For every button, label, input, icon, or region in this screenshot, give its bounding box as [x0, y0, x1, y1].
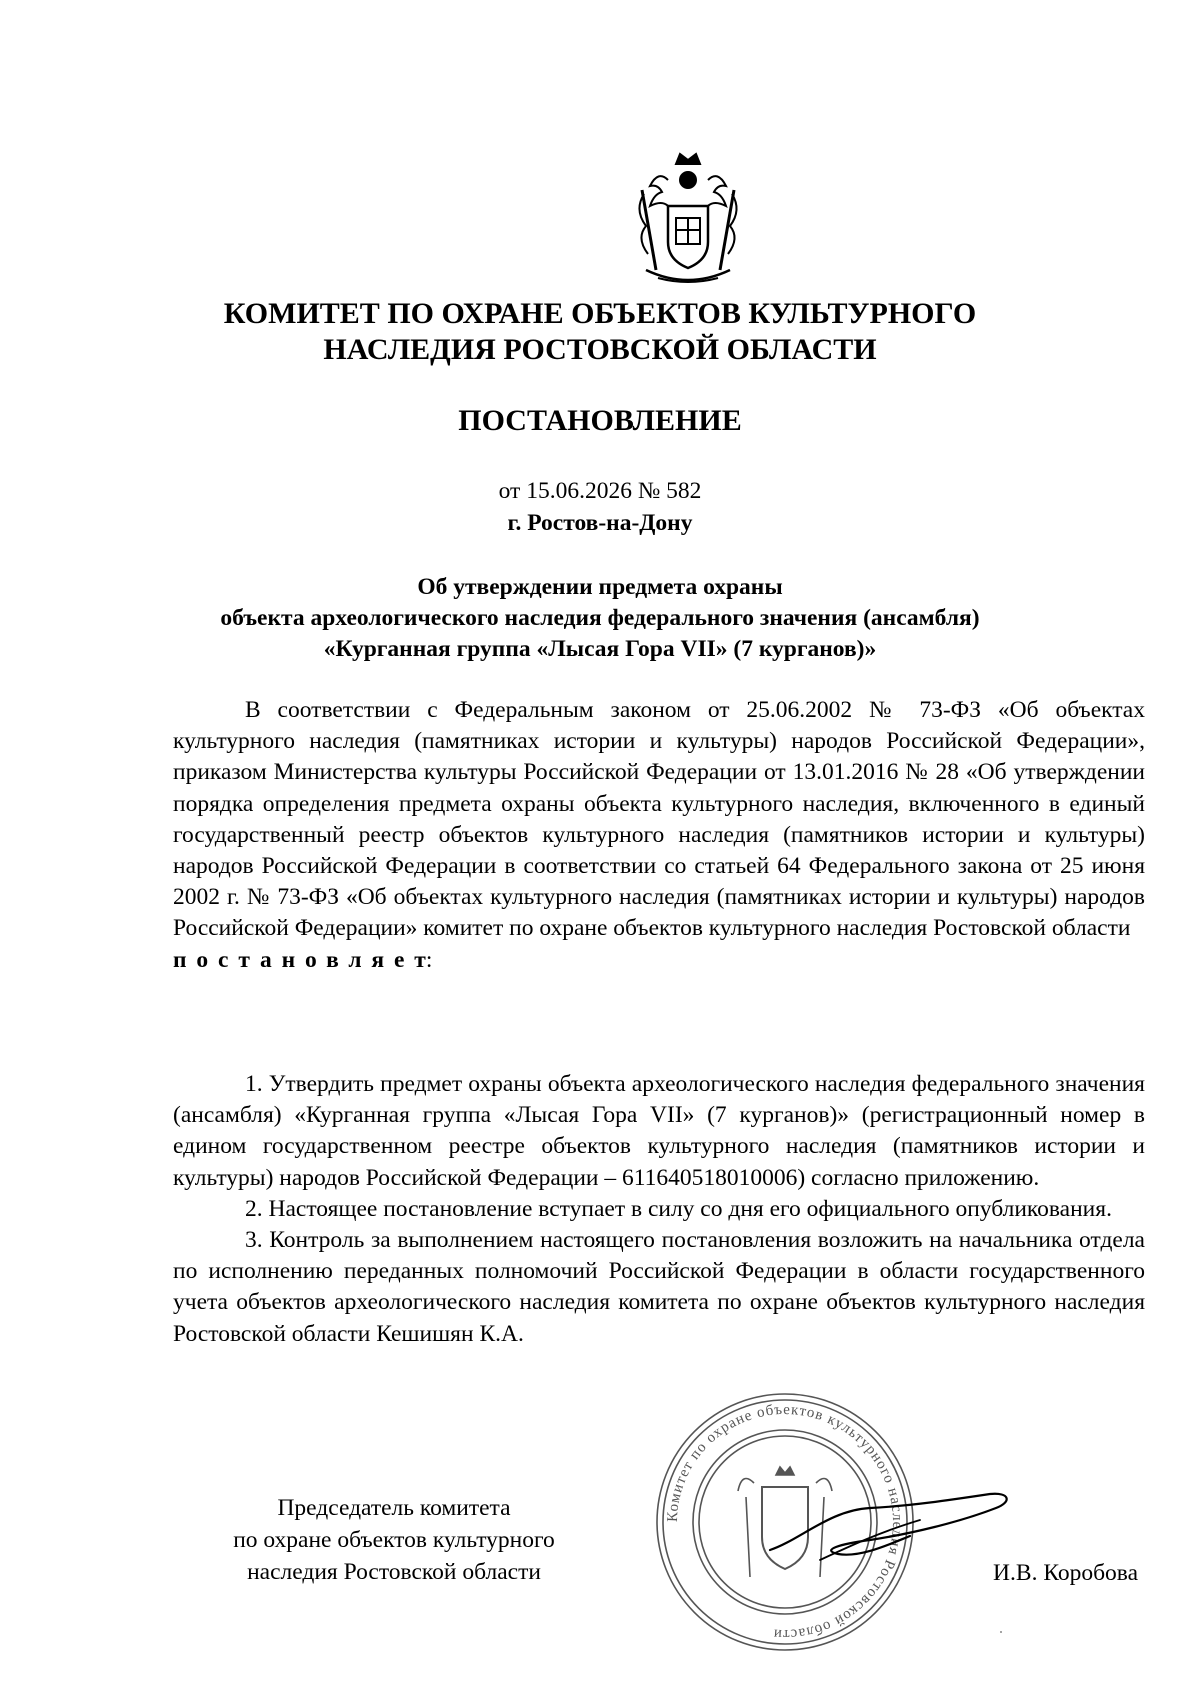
subject-line-1: Об утверждении предмета охраны — [417, 574, 783, 600]
point-2: 2. Настоящее постановление вступает в силу со дня его официального опубликования. — [245, 1195, 1112, 1222]
subject-line-2: объекта археологического наследия федерального значения (ансамбля) — [220, 605, 980, 631]
preamble-body: В соответствии с Федеральным законом от 25.06.2002 № 73-ФЗ «Об объектах культурного наследия (памятниках истории и культуры) народов Российской Федерации», приказом Министерства культуры Российской Федерации от 13.01.2016 № 28 «Об утверждении порядка определения предмета охраны объекта культурного наследия, включенного в единый государственный реестр объектов культурного наследия (памятников истории и культуры) народов Российской Федерации в соответствии со статьей 64 Федерального закона от 25 июня 2002 г. № 73-ФЗ «Об объектах культурного наследия (памятниках истории и культуры) народов Российской Федерации» комитет по охране объектов культурного наследия Ростовской области — [173, 697, 1145, 942]
signatory-name: И.В. Коробова — [993, 1560, 1138, 1586]
city: г. Ростов-на-Дону — [507, 510, 693, 536]
scan-speck — [1000, 1631, 1002, 1633]
resolution-points — [173, 1069, 1145, 1350]
handwritten-signature — [760, 1480, 1020, 1580]
resolves-word-end: т — [414, 946, 426, 973]
preamble-text — [173, 695, 1145, 976]
signatory-title — [180, 1492, 608, 1588]
preamble-paragraph — [173, 695, 1145, 976]
document-subject — [0, 572, 1200, 665]
signatory-title-line-1: Председатель комитета — [277, 1495, 511, 1521]
seal-text: Комитет по охране объектов культурного наследия Ростовской области — [664, 1401, 906, 1643]
signatory-title-line-3: наследия Ростовской области — [247, 1559, 541, 1585]
date-number: от 15.06.2026 № 582 — [498, 478, 702, 504]
coat-of-arms-emblem — [628, 150, 748, 290]
resolves-colon: : — [425, 946, 433, 973]
resolves-word: постановляе — [173, 946, 415, 973]
point-3: 3. Контроль за выполнением настоящего постановления возложить на начальника отдела по исполнению переданных полномочий Российской Федерации в области государственного учета объектов археологического наследия комитета по охране объектов культурного наследия Ростовской области Кешишян К.А. — [173, 1227, 1145, 1347]
organization-name — [0, 296, 1200, 368]
org-line-2: НАСЛЕДИЯ РОСТОВСКОЙ ОБЛАСТИ — [323, 333, 877, 366]
document-meta — [0, 475, 1200, 539]
subject-line-3: «Курганная группа «Лысая Гора VII» (7 курганов)» — [323, 636, 877, 662]
point-1: 1. Утвердить предмет охраны объекта археологического наследия федерального значения (ансамбля) «Курганная группа «Лысая Гора VII» (7 курганов)» (регистрационный номер в едином государственном реестре объектов культурного наследия (памятников истории и культуры) народов Российской Федерации – 611640518010006) согласно приложению. — [173, 1071, 1145, 1191]
signatory-title-line-2: по охране объектов культурного — [233, 1527, 555, 1553]
org-line-1: КОМИТЕТ ПО ОХРАНЕ ОБЪЕКТОВ КУЛЬТУРНОГО — [223, 297, 977, 330]
document-type: ПОСТАНОВЛЕНИЕ — [458, 404, 742, 437]
